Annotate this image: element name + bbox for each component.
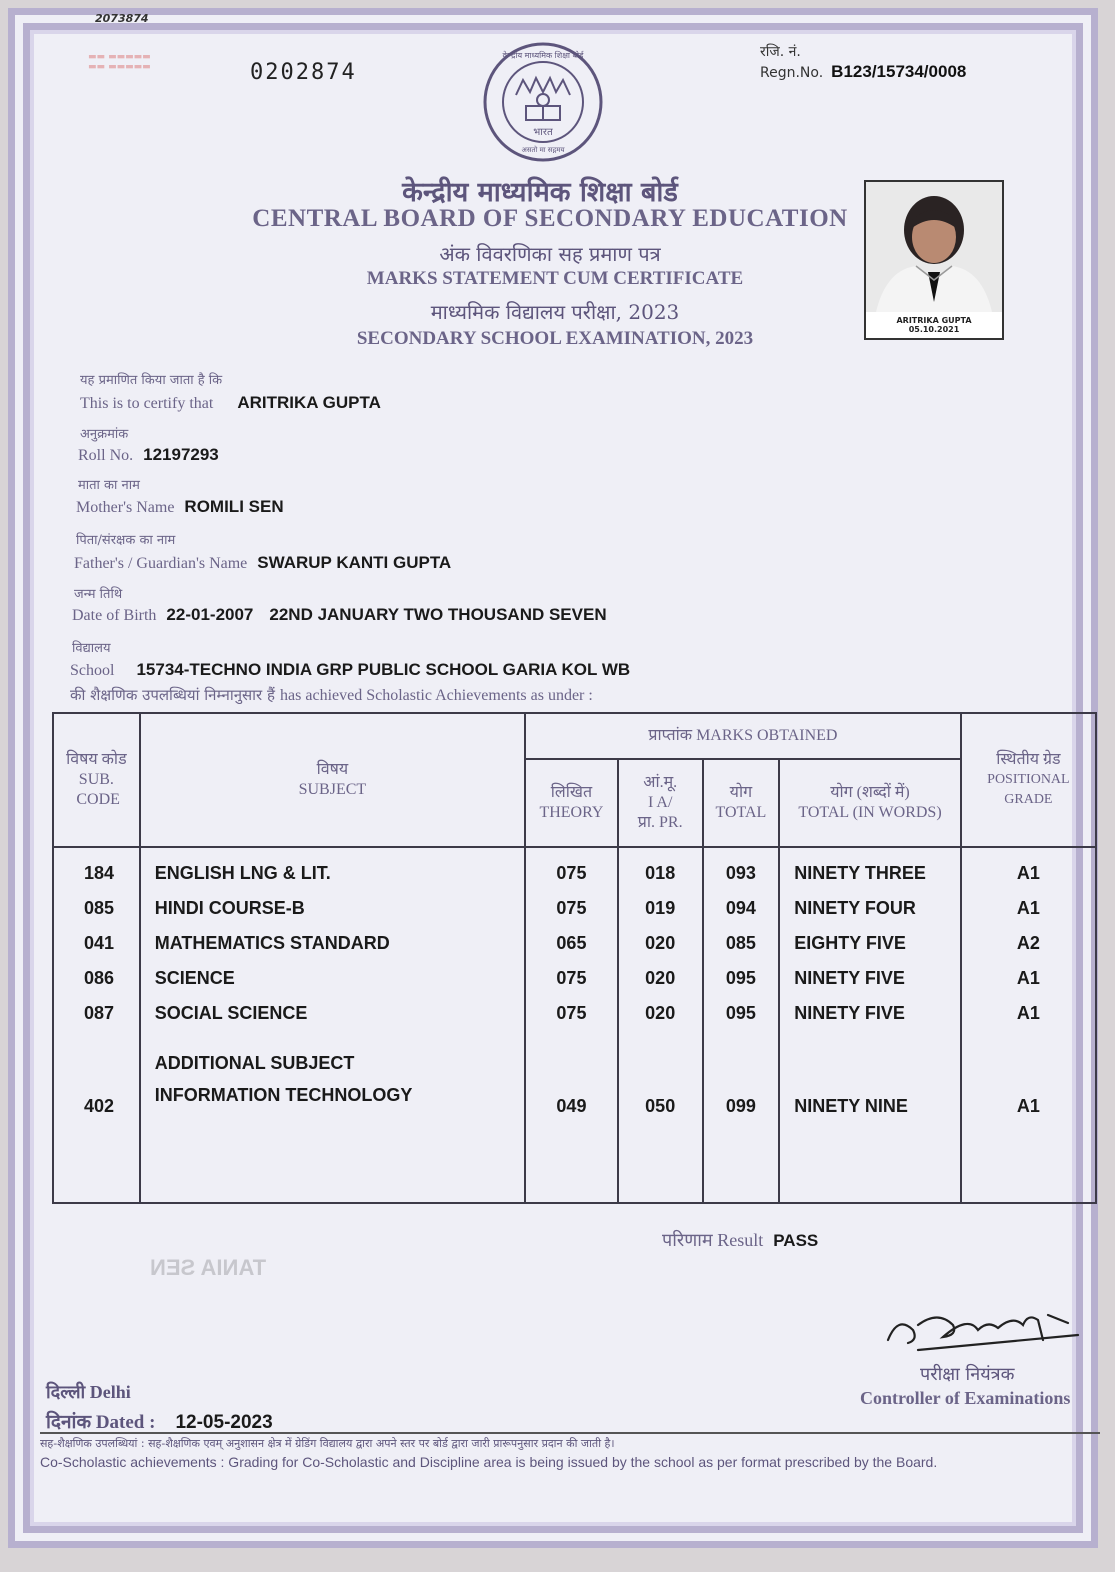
city-hindi: दिल्ली: [46, 1382, 86, 1402]
mother-hindi: माता का नाम: [78, 478, 140, 493]
header-theory-hindi: लिखित: [550, 784, 593, 801]
theory-cell: 075: [556, 898, 587, 918]
words-cell: NINETY THREE: [794, 863, 926, 883]
header-code-hindi: विषय कोड: [66, 751, 127, 768]
header-ia-english: I A/: [647, 794, 673, 811]
roll-label: Roll No.: [78, 447, 134, 464]
father-line: [74, 553, 451, 573]
ia-cell: 020: [645, 968, 676, 988]
dob-label: Date of Birth: [72, 607, 157, 624]
header-ia-pr: प्रा. PR.: [637, 814, 683, 831]
header-subject-hindi: विषय: [316, 761, 349, 778]
header-marks-english: MARKS OBTAINED: [696, 727, 838, 744]
total-cell: 095: [725, 968, 756, 988]
result-label: Result: [717, 1230, 764, 1250]
regn-label: Regn.No.: [760, 65, 824, 81]
header-ia-hindi: आं.मू.: [643, 774, 678, 791]
header-words-hindi: योग (शब्दों में): [830, 784, 910, 801]
roll-number: 12197293: [143, 445, 219, 464]
words-cell: NINETY FIVE: [794, 1003, 905, 1023]
subject-cell: MATHEMATICS STANDARD: [154, 933, 390, 953]
header-subject-english: SUBJECT: [298, 781, 367, 798]
photo-name: ARITRIKA GUPTA: [896, 316, 972, 325]
ia-cell: 020: [645, 1003, 676, 1023]
header-ia: [618, 759, 703, 847]
additional-subject-label: ADDITIONAL SUBJECT: [154, 1053, 355, 1073]
result-label-hindi: परिणाम: [662, 1230, 713, 1250]
code-cell: 087: [84, 1003, 115, 1023]
result-line: [662, 1228, 818, 1252]
certificate-number: 0202874: [250, 60, 357, 85]
school-line: [70, 660, 630, 680]
col-grade: [961, 847, 1096, 1203]
total-cell: 099: [725, 1096, 756, 1116]
dated-label: Dated :: [95, 1412, 156, 1433]
ia-cell: 050: [645, 1096, 676, 1116]
col-ia: [618, 847, 703, 1203]
doc-title-english: MARKS STATEMENT CUM CERTIFICATE: [366, 268, 744, 289]
student-photo: [864, 180, 1004, 340]
school-name: 15734-TECHNO INDIA GRP PUBLIC SCHOOL GARIA KOL WB: [136, 660, 631, 679]
ia-cell: 018: [645, 863, 676, 883]
cbse-seal-icon: [478, 40, 608, 170]
dob-value: 22-01-2007: [166, 605, 254, 624]
subject-cell: INFORMATION TECHNOLOGY: [154, 1085, 413, 1105]
name-line: [80, 393, 381, 413]
header-grade: [961, 713, 1096, 847]
header-marks-hindi: प्राप्तांक: [648, 727, 693, 744]
code-cell: 041: [84, 933, 115, 953]
header-marks-obtained: [525, 713, 961, 759]
theory-cell: 075: [556, 863, 587, 883]
father-label: Father's / Guardian's Name: [74, 555, 248, 572]
faint-red-print: ▬▬ ▬▬▬▬▬ ▬▬ ▬▬▬▬▬: [88, 52, 151, 72]
photo-caption: [866, 316, 1002, 334]
board-name-english: CENTRAL BOARD OF SECONDARY EDUCATION: [252, 205, 848, 232]
grade-cell: A1: [1016, 898, 1040, 918]
registration-block: [760, 42, 966, 83]
header-theory: [525, 759, 618, 847]
total-cell: 093: [725, 863, 756, 883]
header-total-words: [779, 759, 961, 847]
header-sub-code: [53, 713, 140, 847]
header-grade-english-1: POSITIONAL: [987, 772, 1070, 787]
grade-cell: A1: [1016, 1003, 1040, 1023]
code-cell: 086: [84, 968, 115, 988]
header-total-hindi: योग: [729, 784, 753, 801]
header-subject: [140, 713, 525, 847]
controller-title-english: Controller of Examinations: [860, 1388, 1071, 1408]
footer-divider: [40, 1432, 1100, 1434]
ia-cell: 019: [645, 898, 676, 918]
mother-name: ROMILI SEN: [184, 497, 284, 516]
dob-hindi: जन्म तिथि: [74, 587, 123, 602]
subject-cell: HINDI COURSE-B: [154, 898, 305, 918]
words-cell: EIGHTY FIVE: [794, 933, 906, 953]
exam-title-hindi: माध्यमिक विद्यालय परीक्षा, 2023: [430, 300, 680, 324]
col-subjects: [140, 847, 525, 1203]
board-name-hindi: केन्द्रीय माध्यमिक शिक्षा बोर्ड: [402, 177, 678, 208]
header-words-english: TOTAL (IN WORDS): [798, 804, 942, 821]
achieved-english: has achieved Scholastic Achievements as under :: [280, 687, 593, 704]
grade-cell: A2: [1016, 933, 1040, 953]
achieved-line: [70, 685, 593, 705]
co-scholastic-note-hindi: सह-शैक्षणिक उपलब्धियां : सह-शैक्षणिक एवम् अनुशासन क्षेत्र में ग्रेडिंग विद्यालय द्वारा अपने स्तर पर बोर्ड द्वारा जारी प्रारूपनुसार प्रदान की जाती है।: [40, 1437, 615, 1450]
mother-line: [76, 497, 284, 517]
theory-cell: 075: [556, 968, 587, 988]
header-code-english: SUB. CODE: [76, 771, 120, 808]
subject-cell: ENGLISH LNG & LIT.: [154, 863, 331, 883]
col-words: [779, 847, 961, 1203]
theory-cell: 075: [556, 1003, 587, 1023]
doc-title-hindi: अंक विवरणिका सह प्रमाण पत्र: [439, 242, 661, 266]
serial-number-top: 2073874: [95, 12, 149, 25]
student-portrait-image: [866, 182, 1002, 312]
seal-country-text: भारत: [533, 127, 553, 138]
mother-label: Mother's Name: [76, 499, 175, 516]
achieved-hindi: की शैक्षणिक उपलब्धियां निम्नानुसार हैं: [70, 686, 275, 704]
school-label: School: [70, 662, 115, 679]
grade-cell: A1: [1016, 1096, 1040, 1116]
father-name: SWARUP KANTI GUPTA: [257, 553, 452, 572]
controller-signature: [878, 1295, 1088, 1365]
dob-line: [72, 605, 607, 625]
seal-arc-text: केन्द्रीय माध्यमिक शिक्षा बोर्ड: [502, 51, 584, 60]
school-hindi: विद्यालय: [72, 641, 111, 656]
exam-title-english: SECONDARY SCHOOL EXAMINATION, 2023: [356, 328, 754, 349]
controller-title-hindi: परीक्षा नियंत्रक: [920, 1364, 1015, 1385]
father-hindi: पिता/संरक्षक का नाम: [76, 533, 176, 548]
code-cell: 184: [84, 863, 115, 883]
city-english: Delhi: [89, 1382, 131, 1402]
school-stamp: [150, 1255, 430, 1375]
header-theory-english: THEORY: [539, 804, 604, 821]
subject-cell: SCIENCE: [154, 968, 235, 988]
words-cell: NINETY NINE: [794, 1096, 908, 1116]
grade-cell: A1: [1016, 968, 1040, 988]
ia-cell: 020: [645, 933, 676, 953]
words-cell: NINETY FOUR: [794, 898, 916, 918]
header-total: [703, 759, 780, 847]
roll-line: [78, 445, 219, 465]
stamp-name: TANIA SEN: [150, 1255, 267, 1280]
marks-table: [52, 712, 1097, 1204]
col-total: [703, 847, 780, 1203]
code-cell: 402: [84, 1096, 115, 1116]
dob-words: 22ND JANUARY TWO THOUSAND SEVEN: [269, 605, 607, 624]
dated-line: [46, 1408, 273, 1434]
co-scholastic-note-english: Co-Scholastic achievements : Grading for Co-Scholastic and Discipline area is being issued by the school as per format prescribed by the Board.: [40, 1454, 938, 1470]
theory-cell: 049: [556, 1096, 587, 1116]
col-codes: [53, 847, 140, 1203]
regn-hindi-label: रजि. नं.: [760, 44, 801, 60]
student-name: ARITRIKA GUPTA: [237, 393, 381, 412]
words-cell: NINETY FIVE: [794, 968, 905, 988]
theory-cell: 065: [556, 933, 587, 953]
header-grade-hindi: स्थितीय ग्रेड: [996, 751, 1061, 768]
grade-cell: A1: [1016, 863, 1040, 883]
header-total-english: TOTAL: [715, 804, 767, 821]
total-cell: 094: [725, 898, 756, 918]
regn-value: B123/15734/0008: [831, 62, 967, 81]
total-cell: 085: [725, 933, 756, 953]
col-theory: [525, 847, 618, 1203]
subject-cell: SOCIAL SCIENCE: [154, 1003, 308, 1023]
header-grade-english-2: GRADE: [1004, 792, 1053, 807]
certify-hindi: यह प्रमाणित किया जाता है कि: [80, 373, 223, 388]
issue-date: 12-05-2023: [175, 1412, 273, 1433]
photo-date: 05.10.2021: [908, 325, 960, 334]
city-line: [46, 1380, 131, 1404]
roll-hindi: अनुक्रमांक: [80, 427, 129, 442]
seal-motto-text: असतो मा सद्गमय: [521, 146, 565, 154]
dated-hindi: दिनांक: [46, 1412, 92, 1433]
total-cell: 095: [725, 1003, 756, 1023]
code-cell: 085: [84, 898, 115, 918]
result-value: PASS: [773, 1231, 819, 1250]
certify-label: This is to certify that: [80, 395, 214, 412]
